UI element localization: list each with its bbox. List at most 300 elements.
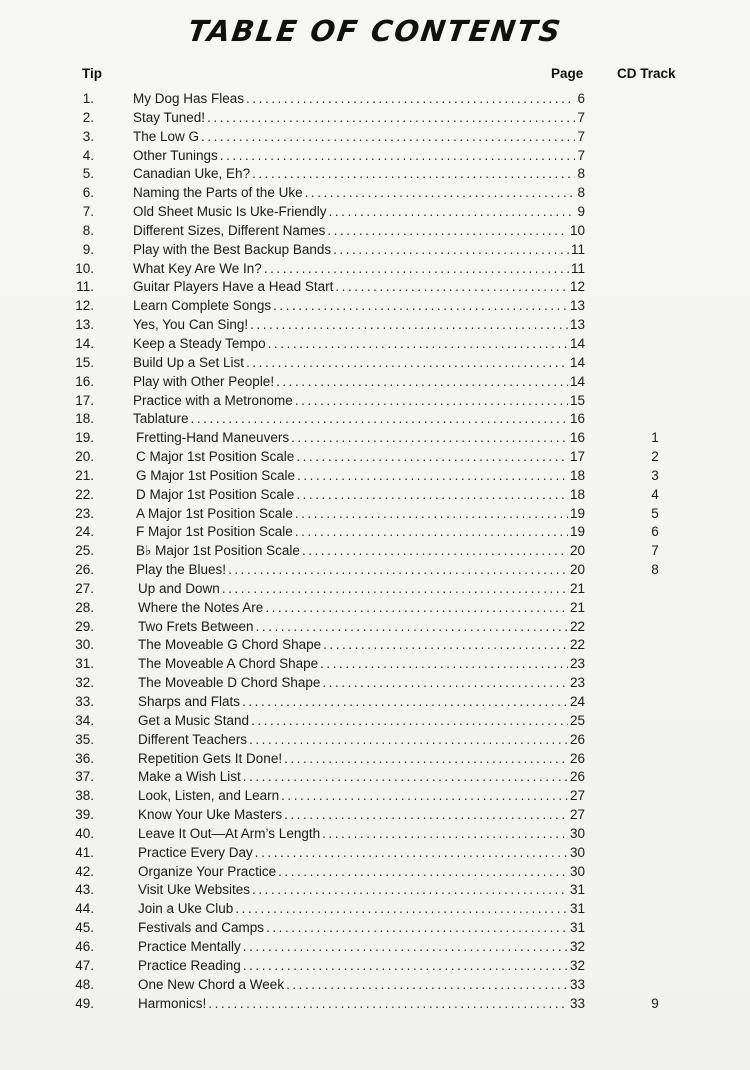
toc-row <box>0 410 750 429</box>
toc-row <box>0 712 750 731</box>
tip-title: Play the Blues! <box>136 562 227 578</box>
toc-row <box>0 90 750 109</box>
toc-row <box>0 486 750 505</box>
page-number: 8 <box>577 185 585 201</box>
toc-entry <box>138 693 585 712</box>
dot-leader <box>278 863 568 882</box>
toc-entry <box>138 580 585 599</box>
page-number: 16 <box>569 430 585 446</box>
toc-row <box>0 392 750 411</box>
toc-entry <box>133 109 585 128</box>
page-number: 10 <box>569 222 585 238</box>
tip-number: 35. <box>75 731 94 747</box>
tip-title: Get a Music Stand <box>138 712 250 728</box>
tip-title: Repetition Gets It Done! <box>138 750 283 766</box>
dot-leader <box>251 712 568 731</box>
page-number: 23 <box>569 656 585 672</box>
page-number: 33 <box>569 995 585 1011</box>
page-number: 8 <box>577 166 585 182</box>
tip-number: 48. <box>75 976 94 992</box>
toc-entry <box>136 505 585 524</box>
dot-leader <box>265 599 568 618</box>
toc-entry <box>133 147 585 166</box>
tip-title: Visit Uke Websites <box>138 882 251 898</box>
tip-number: 3. <box>82 128 94 144</box>
tip-number: 29. <box>75 618 94 634</box>
tip-title: Join a Uke Club <box>138 901 234 917</box>
cd-track-number: 2 <box>651 449 659 465</box>
tip-title: Make a Wish List <box>138 769 241 785</box>
tip-title: My Dog Has Fleas <box>133 91 245 106</box>
tip-title: Yes, You Can Sing! <box>133 317 249 333</box>
toc-row <box>0 844 750 863</box>
toc-row <box>0 373 750 392</box>
toc-row <box>0 806 750 825</box>
toc-entry <box>136 429 585 448</box>
toc-entry <box>136 523 585 542</box>
dot-leader <box>242 693 568 712</box>
page-number: 30 <box>569 844 585 860</box>
tip-number: 6. <box>82 185 94 201</box>
toc-row <box>0 900 750 919</box>
tip-title: A Major 1st Position Scale <box>136 505 293 521</box>
tip-number: 8. <box>82 222 94 238</box>
toc-entry <box>133 260 585 279</box>
toc-entry <box>133 316 585 335</box>
dot-leader <box>252 165 575 184</box>
toc-row <box>0 976 750 995</box>
dot-leader <box>295 505 568 524</box>
dot-leader <box>235 900 568 919</box>
dot-leader <box>246 90 575 109</box>
toc-row <box>0 731 750 750</box>
toc-entry <box>133 297 585 316</box>
toc-entry <box>138 674 585 693</box>
tip-title: Keep a Steady Tempo <box>133 335 266 351</box>
toc-row <box>0 768 750 787</box>
toc-row <box>0 618 750 637</box>
dot-leader <box>284 806 568 825</box>
toc-entry <box>133 203 585 222</box>
tip-number: 4. <box>82 147 94 163</box>
tip-title: C Major 1st Position Scale <box>136 449 295 465</box>
tip-title: Practice Mentally <box>138 938 241 954</box>
toc-row <box>0 750 750 769</box>
toc-row <box>0 580 750 599</box>
dot-leader <box>191 410 568 429</box>
page-number: 25 <box>569 712 585 728</box>
dot-leader <box>208 995 568 1014</box>
tip-number: 21. <box>75 467 94 483</box>
tip-number: 41. <box>75 844 94 860</box>
tip-number: 42. <box>75 863 94 879</box>
tip-number: 43. <box>75 882 94 898</box>
toc-row <box>0 184 750 203</box>
page-number: 19 <box>569 524 585 540</box>
page-number: 7 <box>577 128 585 144</box>
toc-entry <box>133 90 585 109</box>
tip-number: 34. <box>75 712 94 728</box>
tip-number: 47. <box>75 957 94 973</box>
toc-entry <box>138 618 585 637</box>
toc-row <box>0 354 750 373</box>
tip-title: Canadian Uke, Eh? <box>133 166 251 182</box>
toc-row <box>0 260 750 279</box>
cd-track-number: 6 <box>651 524 659 540</box>
cd-track-number: 4 <box>651 486 659 502</box>
tip-number: 1. <box>82 91 94 106</box>
page-number: 11 <box>570 260 585 276</box>
tip-number: 37. <box>75 769 94 785</box>
toc-entry <box>133 354 585 373</box>
tip-title: Harmonics! <box>138 995 207 1011</box>
page-number: 12 <box>569 279 585 295</box>
dot-leader <box>250 316 568 335</box>
tip-number: 22. <box>75 486 94 502</box>
tip-number: 19. <box>75 430 94 446</box>
toc-entry <box>138 919 585 938</box>
page-number: 30 <box>569 863 585 879</box>
tip-title: Two Frets Between <box>138 618 254 634</box>
tip-number: 11. <box>76 279 94 295</box>
tip-number: 10. <box>75 260 94 276</box>
tip-number: 39. <box>75 807 94 823</box>
tip-number: 18. <box>75 411 94 427</box>
tip-number: 17. <box>75 392 94 408</box>
toc-row <box>0 881 750 900</box>
dot-leader <box>220 147 576 166</box>
dot-leader <box>207 109 575 128</box>
toc-row <box>0 222 750 241</box>
tip-title: Know Your Uke Masters <box>138 807 283 823</box>
dot-leader <box>327 222 568 241</box>
tip-title: Practice with a Metronome <box>133 392 293 408</box>
page-number: 22 <box>569 618 585 634</box>
dot-leader <box>243 938 568 957</box>
dot-leader <box>295 523 568 542</box>
dot-leader <box>201 128 575 147</box>
dot-leader <box>284 750 568 769</box>
tip-title: F Major 1st Position Scale <box>136 524 293 540</box>
page-number: 31 <box>569 882 585 898</box>
toc-row <box>0 109 750 128</box>
tip-number: 23. <box>75 505 94 521</box>
toc-entry <box>138 768 585 787</box>
tip-number: 33. <box>75 694 94 709</box>
dot-leader <box>320 655 568 674</box>
dot-leader <box>249 731 568 750</box>
tip-title: The Low G <box>133 128 200 144</box>
page-number: 32 <box>569 957 585 973</box>
toc-row <box>0 957 750 976</box>
page-number: 14 <box>569 335 585 351</box>
toc-entry <box>138 957 585 976</box>
dot-leader <box>291 429 568 448</box>
toc-row <box>0 995 750 1014</box>
tip-number: 20. <box>75 449 94 465</box>
tip-number: 31. <box>75 656 94 672</box>
tip-number: 40. <box>75 825 94 841</box>
tip-number: 46. <box>75 938 94 954</box>
tip-title: Build Up a Set List <box>133 354 245 370</box>
toc-row <box>0 297 750 316</box>
tip-number: 13. <box>75 317 94 333</box>
toc-entry <box>138 787 585 806</box>
dot-leader <box>335 278 568 297</box>
tip-title: Naming the Parts of the Uke <box>133 185 303 201</box>
dot-leader <box>228 561 568 580</box>
tip-number: 38. <box>75 788 94 804</box>
toc-row <box>0 825 750 844</box>
page-number: 7 <box>577 147 585 163</box>
page-number: 26 <box>569 769 585 785</box>
dot-leader <box>295 392 568 411</box>
dot-leader <box>296 486 568 505</box>
toc-row <box>0 863 750 882</box>
toc-entry <box>133 184 585 203</box>
page-number: 21 <box>569 599 585 615</box>
toc-row <box>0 693 750 712</box>
page-number: 18 <box>569 467 585 483</box>
dot-leader <box>255 844 568 863</box>
tip-title: Sharps and Flats <box>138 694 241 709</box>
page-number: 14 <box>569 373 585 389</box>
tip-title: The Moveable A Chord Shape <box>138 656 319 672</box>
toc-row <box>0 316 750 335</box>
toc-entry <box>138 731 585 750</box>
tip-number: 12. <box>75 298 94 314</box>
page-number: 33 <box>569 976 585 992</box>
toc-entry <box>138 881 585 900</box>
page-number: 13 <box>569 317 585 333</box>
tip-title: Old Sheet Music Is Uke-Friendly <box>133 204 327 220</box>
toc-entry <box>138 844 585 863</box>
tip-title: Guitar Players Have a Head Start <box>133 279 334 295</box>
page-number: 15 <box>569 392 585 408</box>
tip-number: 25. <box>75 543 94 559</box>
toc-entry <box>138 655 585 674</box>
tip-number: 16. <box>75 373 94 389</box>
dot-leader <box>296 448 568 467</box>
cd-track-number: 8 <box>651 562 659 578</box>
tip-title: Different Teachers <box>138 731 248 747</box>
toc-entry <box>133 165 585 184</box>
dot-leader <box>222 580 568 599</box>
tip-title: What Key Are We In? <box>133 260 262 276</box>
page-number: 32 <box>569 938 585 954</box>
toc-entry <box>138 938 585 957</box>
toc-row <box>0 165 750 184</box>
cd-track-number: 7 <box>651 543 659 559</box>
page-number: 21 <box>569 580 585 596</box>
dot-leader <box>273 297 568 316</box>
page-number: 20 <box>569 543 585 559</box>
dot-leader <box>246 354 568 373</box>
page-number: 22 <box>569 637 585 653</box>
page-number: 24 <box>569 694 585 709</box>
tip-title: D Major 1st Position Scale <box>136 486 295 502</box>
dot-leader <box>268 335 568 354</box>
cd-track-number: 9 <box>651 995 659 1011</box>
tip-number: 30. <box>75 637 94 653</box>
page-number: 19 <box>569 505 585 521</box>
page-number: 27 <box>569 807 585 823</box>
cd-track-number: 1 <box>651 430 659 446</box>
page-number: 6 <box>577 91 585 106</box>
tip-number: 36. <box>75 750 94 766</box>
toc-entry <box>136 448 585 467</box>
tip-title: Practice Reading <box>138 957 241 973</box>
tip-title: Stay Tuned! <box>133 109 206 125</box>
tip-number: 15. <box>75 354 94 370</box>
dot-leader <box>281 787 568 806</box>
dot-leader <box>333 241 569 260</box>
contents-list <box>0 90 750 1013</box>
tip-title: Leave It Out—At Arm’s Length <box>138 825 321 841</box>
page-number: 26 <box>569 750 585 766</box>
tip-number: 7. <box>82 204 94 220</box>
toc-row <box>0 278 750 297</box>
dot-leader <box>322 674 568 693</box>
toc-row <box>0 599 750 618</box>
toc-entry <box>133 392 585 411</box>
toc-entry <box>138 599 585 618</box>
toc-entry <box>138 636 585 655</box>
toc-row <box>0 203 750 222</box>
tip-title: Where the Notes Are <box>138 599 264 615</box>
page-column-header: Page <box>551 66 584 81</box>
toc-row <box>0 147 750 166</box>
page-title: TABLE OF CONTENTS <box>185 14 565 48</box>
toc-entry <box>136 467 585 486</box>
cd-track-number: 3 <box>651 467 659 483</box>
toc-entry <box>138 825 585 844</box>
dot-leader <box>302 542 568 561</box>
tip-title: Play with the Best Backup Bands <box>133 241 332 257</box>
toc-entry <box>133 410 585 429</box>
dot-leader <box>266 919 568 938</box>
tip-title: Look, Listen, and Learn <box>138 788 280 804</box>
tip-title: G Major 1st Position Scale <box>136 467 296 483</box>
toc-entry <box>138 995 585 1014</box>
toc-row <box>0 523 750 542</box>
toc-entry <box>133 278 585 297</box>
tip-title: The Moveable G Chord Shape <box>138 637 322 653</box>
toc-row <box>0 561 750 580</box>
cd-track-number: 5 <box>651 505 659 521</box>
toc-entry <box>138 750 585 769</box>
tip-number: 28. <box>75 599 94 615</box>
dot-leader <box>322 825 568 844</box>
page-number: 18 <box>569 486 585 502</box>
toc-entry <box>138 900 585 919</box>
tip-title: Fretting-Hand Maneuvers <box>136 430 290 446</box>
toc-entry <box>133 222 585 241</box>
page-number: 23 <box>569 675 585 691</box>
toc-row <box>0 938 750 957</box>
tip-number: 45. <box>75 920 94 936</box>
toc-row <box>0 674 750 693</box>
page-number: 14 <box>569 354 585 370</box>
page-number: 13 <box>569 298 585 314</box>
toc-row <box>0 335 750 354</box>
tip-number: 2. <box>82 109 94 125</box>
tip-title: Play with Other People! <box>133 373 275 389</box>
page-number: 17 <box>569 449 585 465</box>
toc-row <box>0 636 750 655</box>
tip-title: Festivals and Camps <box>138 920 265 936</box>
tip-number: 24. <box>75 524 94 540</box>
tip-title: Other Tunings <box>133 147 218 163</box>
dot-leader <box>297 467 568 486</box>
page-number: 9 <box>577 204 585 220</box>
dot-leader <box>286 976 568 995</box>
toc-row <box>0 241 750 260</box>
toc-entry <box>138 712 585 731</box>
page-number: 31 <box>569 901 585 917</box>
tip-number: 27. <box>75 580 94 596</box>
dot-leader <box>252 881 568 900</box>
tip-number: 5. <box>82 166 94 182</box>
toc-entry <box>138 863 585 882</box>
tip-title: One New Chord a Week <box>138 976 285 992</box>
toc-row <box>0 467 750 486</box>
page-number: 26 <box>569 731 585 747</box>
tip-column-header: Tip <box>82 66 102 81</box>
toc-row <box>0 128 750 147</box>
toc-entry <box>136 486 585 505</box>
tip-title: Different Sizes, Different Names <box>133 222 326 238</box>
toc-entry <box>136 542 585 561</box>
dot-leader <box>243 768 568 787</box>
dot-leader <box>256 618 568 637</box>
tip-number: 14. <box>75 335 94 351</box>
toc-entry <box>136 561 585 580</box>
tip-title: The Moveable D Chord Shape <box>138 675 321 691</box>
tip-title: Learn Complete Songs <box>133 298 272 314</box>
dot-leader <box>305 184 576 203</box>
tip-number: 26. <box>75 562 94 578</box>
page-number: 7 <box>577 109 585 125</box>
dot-leader <box>264 260 569 279</box>
toc-entry <box>133 241 585 260</box>
page-number: 27 <box>569 788 585 804</box>
page-number: 16 <box>569 411 585 427</box>
toc-row <box>0 787 750 806</box>
toc-row <box>0 919 750 938</box>
dot-leader <box>243 957 568 976</box>
toc-entry <box>138 806 585 825</box>
toc-entry <box>133 373 585 392</box>
toc-row <box>0 505 750 524</box>
page-number: 20 <box>569 562 585 578</box>
tip-title: Organize Your Practice <box>138 863 277 879</box>
toc-entry <box>133 128 585 147</box>
cd-track-column-header: CD Track <box>617 66 676 81</box>
tip-title: Tablature <box>133 411 189 427</box>
dot-leader <box>323 636 568 655</box>
dot-leader <box>329 203 576 222</box>
toc-entry <box>133 335 585 354</box>
tip-title: B♭ Major 1st Position Scale <box>136 543 300 559</box>
page-number: 11 <box>570 241 585 257</box>
tip-title: Practice Every Day <box>138 844 253 860</box>
page-number: 31 <box>569 920 585 936</box>
toc-row <box>0 429 750 448</box>
tip-number: 44. <box>75 901 94 917</box>
toc-entry <box>138 976 585 995</box>
toc-row <box>0 542 750 561</box>
